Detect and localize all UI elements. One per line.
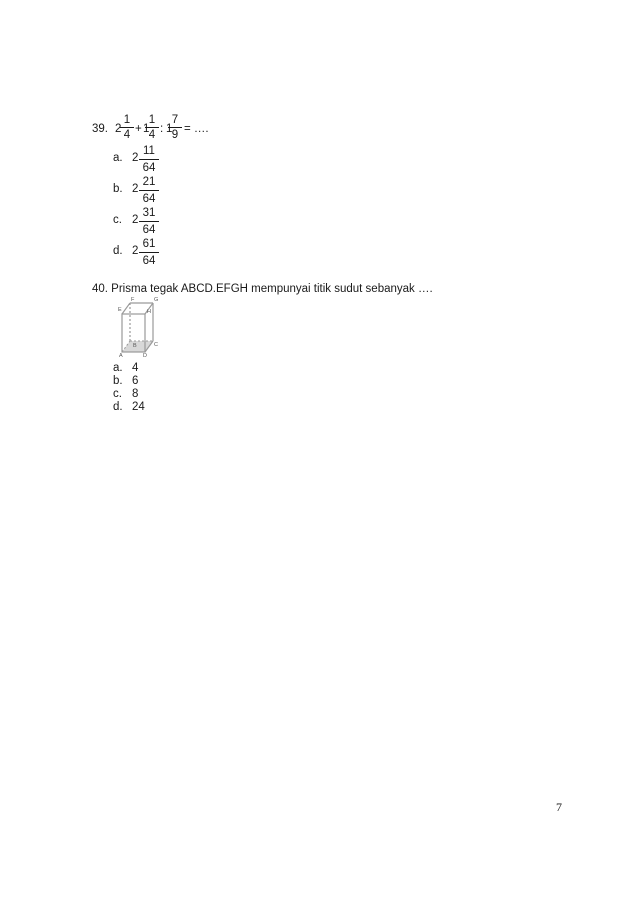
fraction-numerator: 1 xyxy=(148,114,156,126)
option-letter: c. xyxy=(113,214,122,226)
option-value: 24 xyxy=(132,401,145,413)
option-fraction xyxy=(139,145,159,174)
option-letter: a. xyxy=(113,152,123,164)
fraction-denominator: 4 xyxy=(123,129,131,141)
fraction xyxy=(168,114,182,141)
fraction-denominator: 64 xyxy=(142,162,156,174)
option-value: 4 xyxy=(132,362,139,374)
vertex-label-c: C xyxy=(154,342,158,348)
mixed-number-whole: 2 xyxy=(115,123,122,135)
mixed-number-whole: 1 xyxy=(166,123,173,135)
option-fraction xyxy=(139,238,159,267)
option-whole: 2 xyxy=(132,245,139,257)
fraction-denominator: 4 xyxy=(148,129,156,141)
fraction-denominator: 64 xyxy=(142,224,156,236)
fraction-denominator: 64 xyxy=(142,193,156,205)
fraction-numerator: 1 xyxy=(123,114,131,126)
option-letter: d. xyxy=(113,401,123,413)
fraction xyxy=(120,114,134,141)
fraction xyxy=(145,114,159,141)
fraction-numerator: 11 xyxy=(143,145,155,157)
fraction-bar xyxy=(145,127,159,128)
fraction-denominator: 64 xyxy=(142,255,156,267)
vertex-label-f: F xyxy=(131,297,135,303)
option-letter: c. xyxy=(113,388,122,400)
fraction-bar xyxy=(139,221,159,222)
option-value: 6 xyxy=(132,375,139,387)
fraction-bar xyxy=(139,252,159,253)
fraction-bar xyxy=(120,127,134,128)
equals-ellipsis: = …. xyxy=(184,123,209,135)
fraction-numerator: 31 xyxy=(142,207,156,219)
mixed-number-whole: 1 xyxy=(143,123,150,135)
option-whole: 2 xyxy=(132,152,139,164)
vertex-label-g: G xyxy=(154,297,159,303)
option-letter: d. xyxy=(113,245,123,257)
prism-figure xyxy=(114,296,164,358)
option-value: 8 xyxy=(132,388,139,400)
vertex-label-e: E xyxy=(118,307,122,313)
fraction-bar xyxy=(139,159,159,160)
option-letter: a. xyxy=(113,362,123,374)
fraction-numerator: 21 xyxy=(142,176,156,188)
option-letter: b. xyxy=(113,183,123,195)
question-text: 40. Prisma tegak ABCD.EFGH mempunyai titik sudut sebanyak …. xyxy=(92,283,433,295)
option-letter: b. xyxy=(113,375,123,387)
question-number: 39. xyxy=(92,123,108,135)
option-fraction xyxy=(139,207,159,236)
fraction-denominator: 9 xyxy=(171,129,179,141)
fraction-numerator: 61 xyxy=(142,238,156,250)
option-whole: 2 xyxy=(132,183,139,195)
prism-edge xyxy=(122,303,130,314)
fraction-numerator: 7 xyxy=(171,114,179,126)
vertex-label-d: D xyxy=(143,353,147,358)
option-fraction xyxy=(139,176,159,205)
vertex-label-b: B xyxy=(133,343,137,349)
plus-operator: + xyxy=(135,123,142,135)
vertex-label-h: H xyxy=(147,309,151,315)
fraction-bar xyxy=(168,127,182,128)
option-whole: 2 xyxy=(132,214,139,226)
colon-operator: : xyxy=(160,123,164,135)
vertex-label-a: A xyxy=(119,353,123,358)
fraction-bar xyxy=(139,190,159,191)
page-number: 7 xyxy=(556,800,562,814)
